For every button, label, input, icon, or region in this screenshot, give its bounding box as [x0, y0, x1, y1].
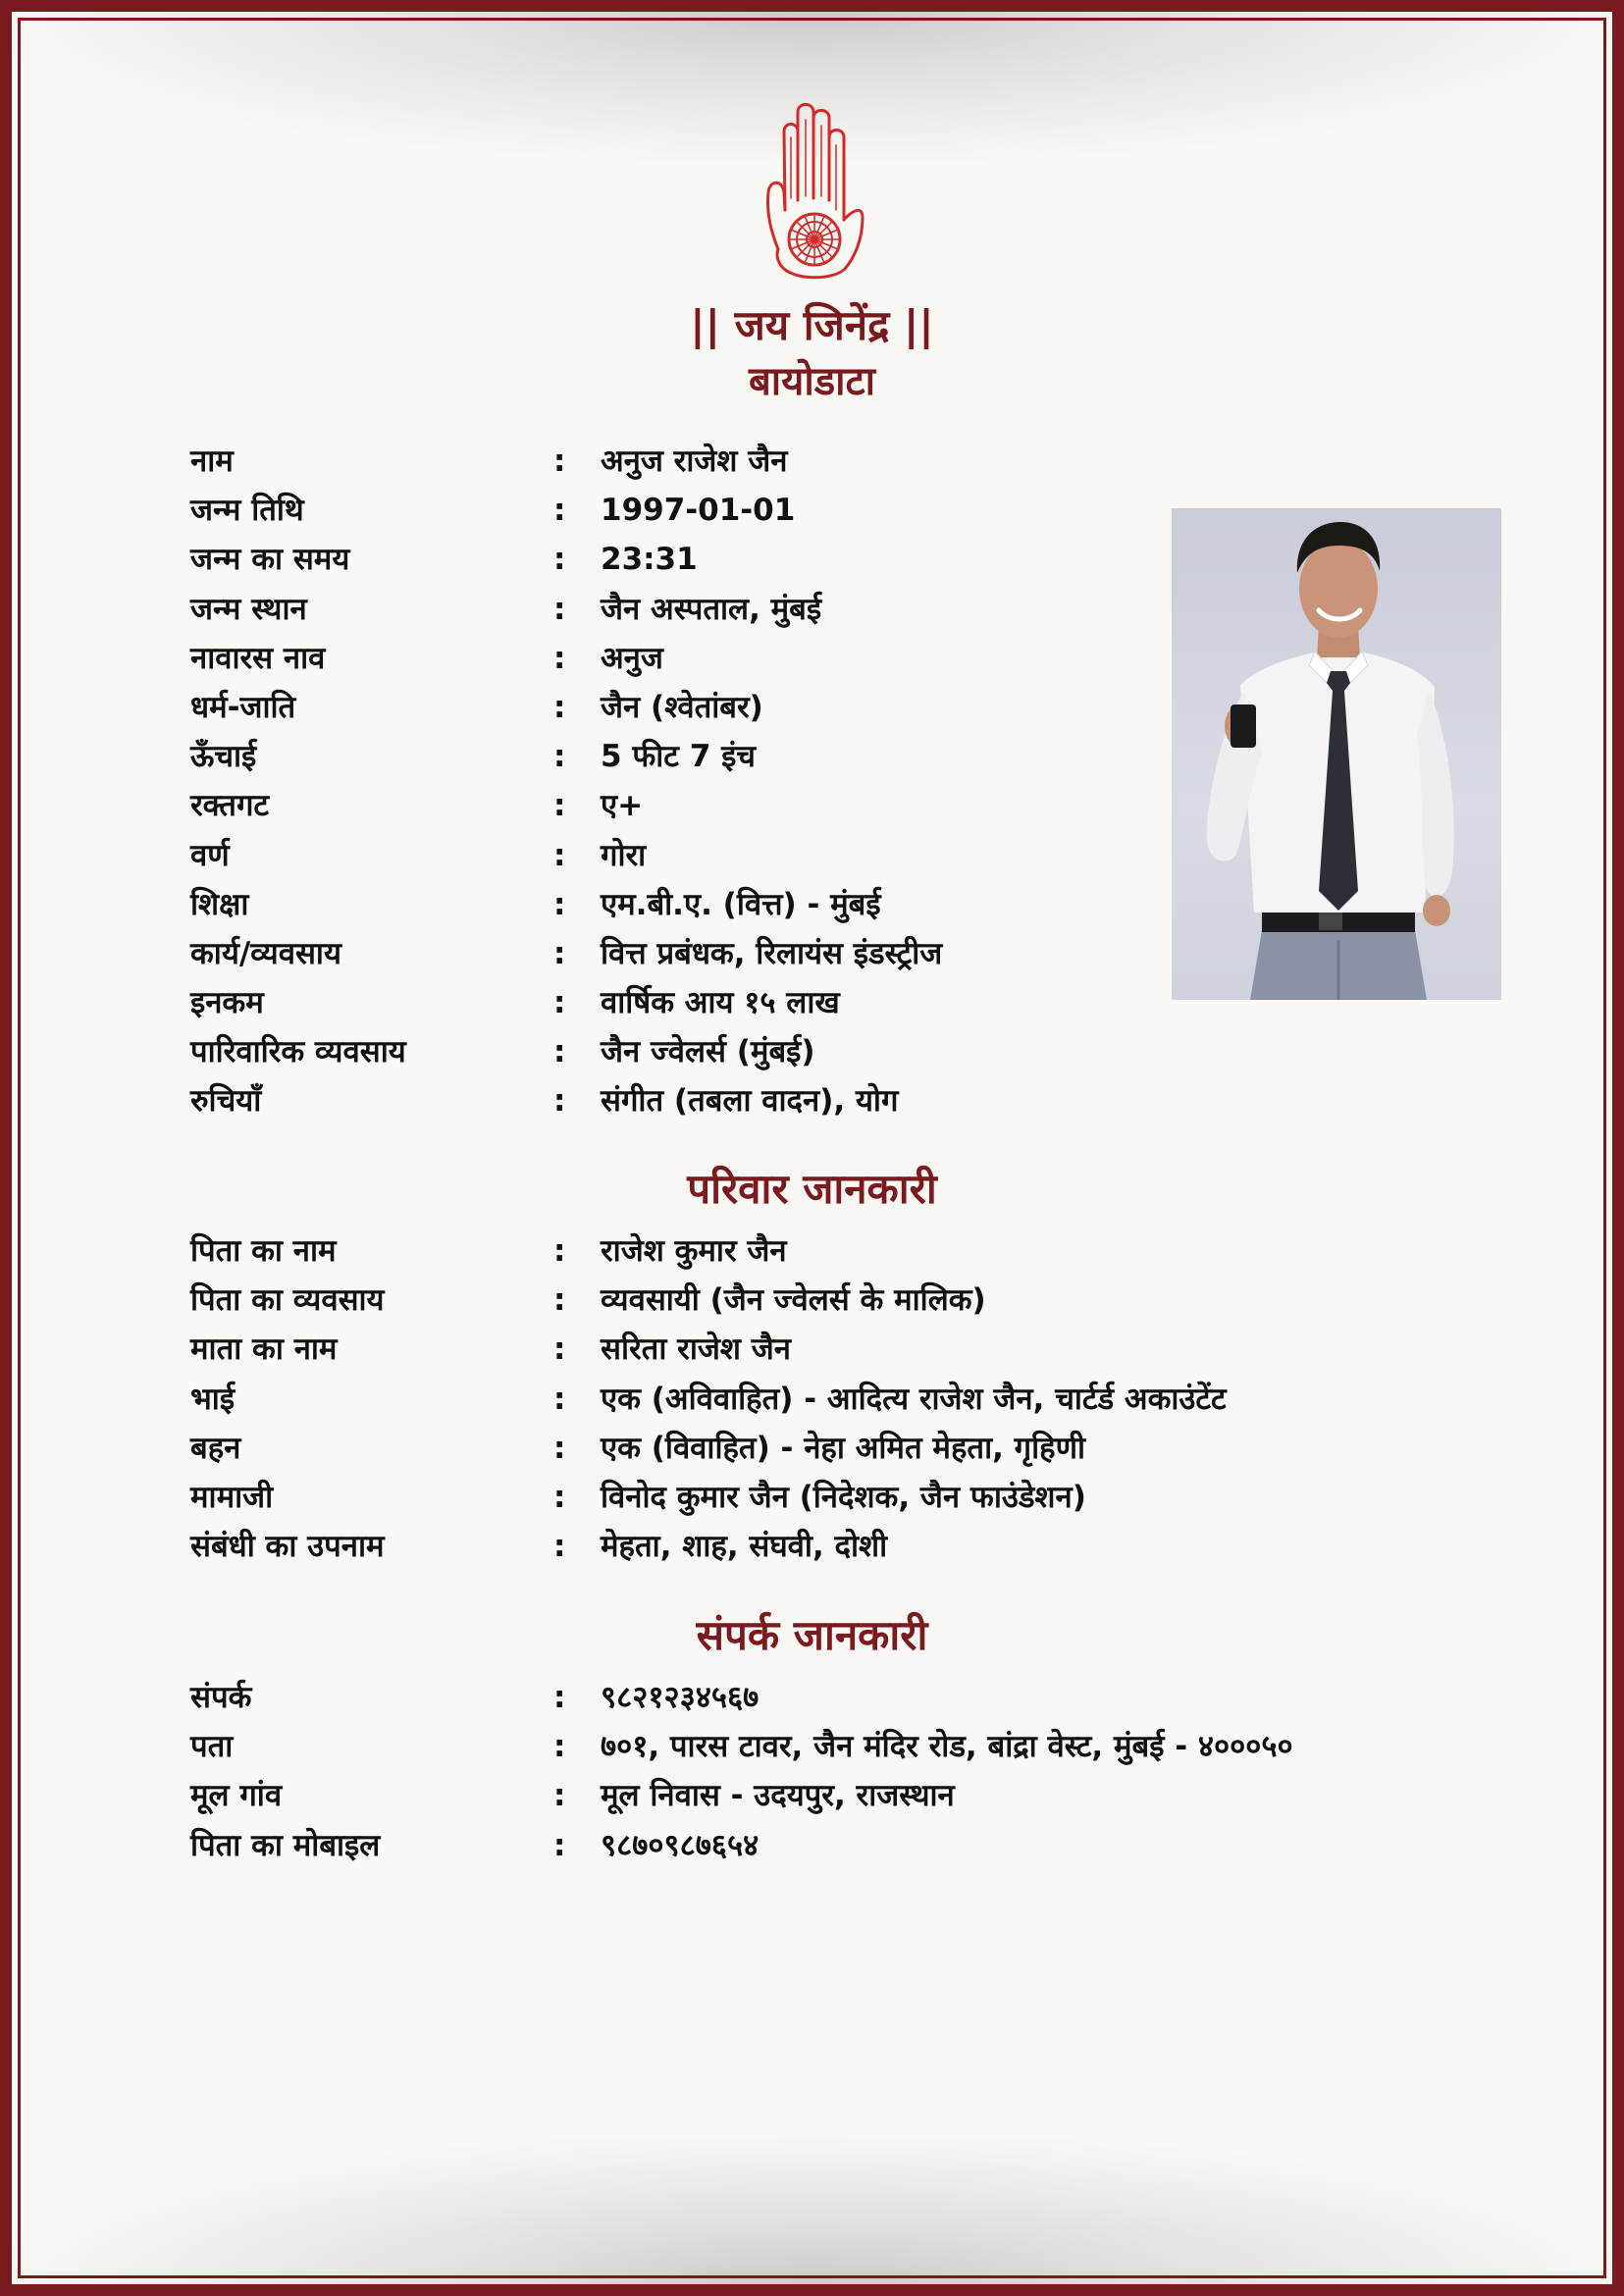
detail-value: संगीत (तबला वादन), योग [601, 1083, 899, 1120]
detail-row [190, 1673, 1564, 1722]
detail-value: एम.बी.ए. (वित्त) - मुंबई [601, 886, 881, 922]
detail-value: वित्त प्रबंधक, रिलायंस इंडस्ट्रीज [601, 935, 943, 971]
detail-separator: : [553, 739, 566, 775]
detail-value: अनुज राजेश जैन [601, 444, 788, 479]
detail-separator: : [553, 1680, 566, 1715]
detail-separator: : [553, 1331, 566, 1368]
detail-value: जैन (श्वेतांबर) [601, 689, 763, 725]
detail-label: नावारस नाव [190, 640, 326, 676]
detail-row [190, 1027, 1564, 1076]
detail-separator: : [553, 935, 566, 971]
detail-value: 5 फीट 7 इंच [601, 739, 756, 775]
detail-label: नाम [190, 444, 234, 479]
detail-label: पता [190, 1729, 234, 1765]
detail-label: पिता का व्यवसाय [190, 1282, 385, 1319]
detail-value: जैन अस्पताल, मुंबई [601, 591, 822, 627]
contact-section-title: संपर्क जानकारी [696, 1611, 928, 1659]
bottom-shade [12, 2137, 1612, 2284]
detail-row [190, 1473, 1564, 1522]
detail-value: अनुज [601, 640, 663, 676]
detail-row [190, 1522, 1564, 1571]
detail-label: पिता का मोबाइल [190, 1827, 381, 1863]
detail-separator: : [553, 542, 566, 578]
detail-separator: : [553, 444, 566, 479]
detail-label: जन्म स्थान [190, 591, 307, 627]
detail-label: मामाजी [190, 1479, 274, 1515]
detail-value: मेहता, शाह, संघवी, दोशी [601, 1529, 888, 1565]
detail-value: सरिता राजेश जैन [601, 1331, 791, 1368]
detail-separator: : [553, 1381, 566, 1417]
detail-row [190, 1325, 1564, 1374]
detail-value: वार्षिक आय १५ लाख [601, 985, 840, 1021]
detail-row [190, 1821, 1564, 1870]
detail-value: राजेश कुमार जैन [601, 1233, 787, 1269]
family-section-title: परिवार जानकारी [687, 1165, 937, 1213]
detail-separator: : [553, 1479, 566, 1515]
detail-row [190, 1226, 1564, 1276]
detail-row [190, 1276, 1564, 1325]
header-greeting: || जय जिनेंद्र || [690, 301, 934, 349]
detail-label: संबंधी का उपनाम [190, 1529, 385, 1565]
detail-value: ए+ [601, 788, 644, 824]
detail-separator: : [553, 689, 566, 725]
detail-value: ९८७०९८७६५४ [601, 1827, 760, 1863]
family-details [190, 1226, 1564, 1571]
detail-value: 23:31 [601, 542, 698, 578]
detail-label: जन्म का समय [190, 542, 350, 578]
detail-separator: : [553, 1827, 566, 1863]
biodata-page [12, 12, 1612, 2284]
detail-row [190, 437, 1564, 486]
detail-value: मूल निवास - उदयपुर, राजस्थान [601, 1778, 955, 1814]
detail-label: धर्म-जाति [190, 689, 296, 725]
detail-separator: : [553, 1233, 566, 1269]
detail-separator: : [553, 837, 566, 873]
contact-details [190, 1673, 1564, 1870]
detail-label: जन्म तिथि [190, 493, 304, 529]
detail-label: रुचियाँ [190, 1083, 262, 1120]
profile-photo [1172, 508, 1501, 1000]
detail-value: ९८२१२३४५६७ [601, 1680, 760, 1715]
detail-separator: : [553, 985, 566, 1021]
detail-value: 1997-01-01 [601, 493, 796, 529]
detail-value: विनोद कुमार जैन (निदेशक, जैन फाउंडेशन) [601, 1479, 1086, 1515]
detail-separator: : [553, 640, 566, 676]
detail-label: शिक्षा [190, 886, 249, 922]
detail-separator: : [553, 1083, 566, 1120]
detail-separator: : [553, 1778, 566, 1814]
detail-separator: : [553, 591, 566, 627]
detail-row [190, 1771, 1564, 1820]
detail-separator: : [553, 788, 566, 824]
detail-separator: : [553, 493, 566, 529]
detail-separator: : [553, 1430, 566, 1466]
detail-label: पिता का नाम [190, 1233, 337, 1269]
detail-label: माता का नाम [190, 1331, 338, 1368]
detail-label: पारिवारिक व्यवसाय [190, 1034, 406, 1070]
detail-row [190, 1375, 1564, 1424]
detail-row [190, 1076, 1564, 1125]
detail-label: इनकम [190, 985, 264, 1021]
detail-value: एक (विवाहित) - नेहा अमित मेहता, गृहिणी [601, 1430, 1086, 1466]
detail-label: संपर्क [190, 1680, 252, 1715]
detail-separator: : [553, 1729, 566, 1765]
detail-row [190, 1722, 1564, 1771]
detail-label: रक्तगट [190, 788, 270, 824]
detail-label: भाई [190, 1381, 236, 1417]
detail-label: कार्य/व्यवसाय [190, 935, 341, 971]
detail-value: ७०१, पारस टावर, जैन मंदिर रोड, बांद्रा वेस्ट, मुंबई - ४०००५० [601, 1729, 1293, 1765]
detail-separator: : [553, 886, 566, 922]
detail-separator: : [553, 1034, 566, 1070]
detail-label: ऊँचाई [190, 739, 257, 775]
page-title: बायोडाटा [748, 359, 876, 404]
detail-label: बहन [190, 1430, 241, 1466]
detail-label: मूल गांव [190, 1778, 283, 1814]
detail-value: एक (अविवाहित) - आदित्य राजेश जैन, चार्टर्ड अकाउंटेंट [601, 1381, 1227, 1417]
detail-separator: : [553, 1529, 566, 1565]
detail-separator: : [553, 1282, 566, 1319]
detail-row [190, 1424, 1564, 1473]
detail-value: गोरा [601, 837, 647, 873]
detail-value: व्यवसायी (जैन ज्वेलर्स के मालिक) [601, 1282, 986, 1319]
jain-hand-ahimsa-icon [760, 102, 866, 283]
detail-label: वर्ण [190, 837, 230, 873]
detail-value: जैन ज्वेलर्स (मुंबई) [601, 1034, 815, 1070]
